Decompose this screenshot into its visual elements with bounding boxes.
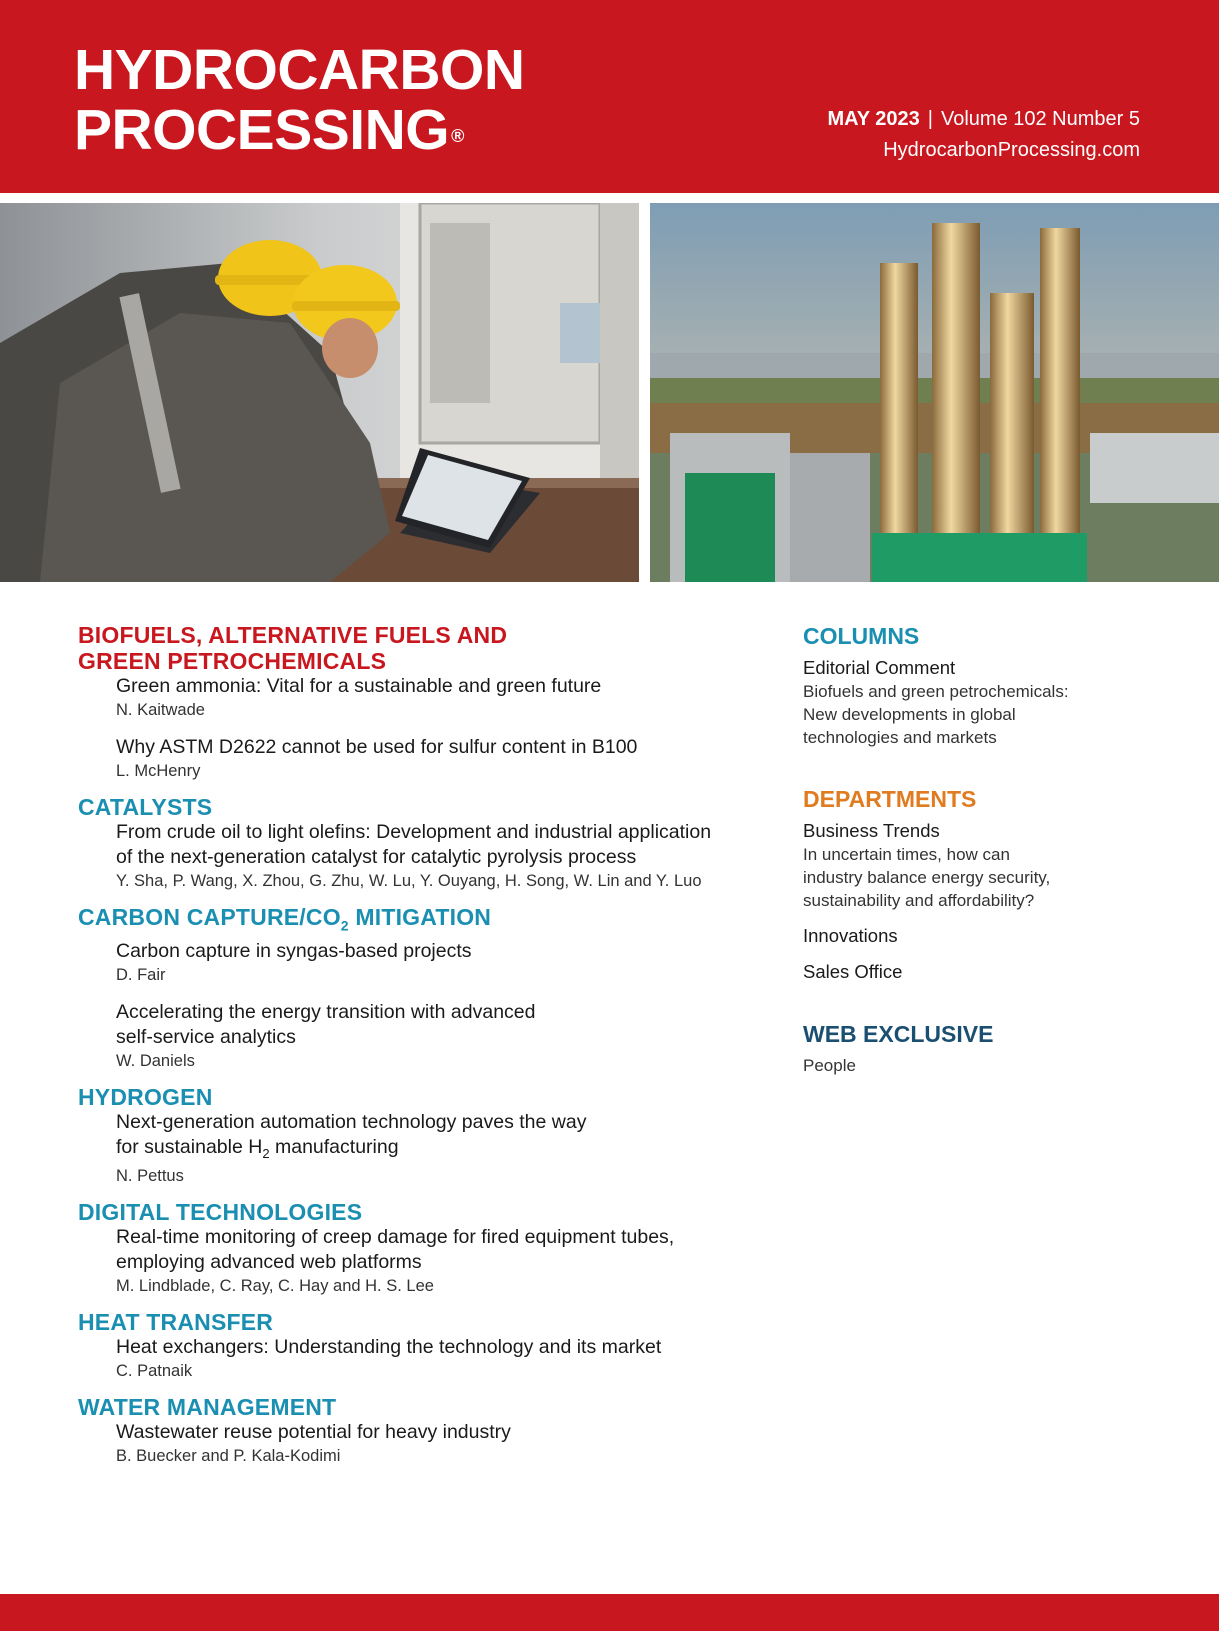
section-title: WATER MANAGEMENT [78,1394,337,1421]
website-link[interactable]: HydrocarbonProcessing.com [883,139,1140,161]
issue-date: MAY 2023 [827,108,920,130]
department-item-innovations[interactable] [803,924,1133,948]
article-author: C. Patnaik [116,1362,193,1381]
article-title-line: of the next-generation catalyst for catalytic pyrolysis process [116,846,637,868]
article-author: N. Pettus [116,1167,184,1186]
article-title-line: Next-generation automation technology paves the way [116,1110,587,1133]
department-item-title[interactable]: Sales Office [803,961,903,982]
registered-mark: ® [451,126,464,146]
article-title-line: From crude oil to light olefins: Development and industrial application [116,821,712,843]
desc-line: sustainability and affordability? [803,891,1035,910]
section-title-line: BIOFUELS, ALTERNATIVE FUELS AND [78,622,508,648]
article-title[interactable] [116,820,778,870]
article-entry[interactable] [116,674,778,721]
column-item-title[interactable]: Editorial Comment [803,657,956,678]
article-author: B. Buecker and P. Kala-Kodimi [116,1447,341,1466]
engineers-photo [0,203,639,582]
section-title: HYDROGEN [78,1083,213,1110]
desc-line: In uncertain times, how can [803,845,1010,864]
article-title[interactable]: Heat exchangers: Understanding the technology and its market [116,1336,662,1359]
logo-word: PROCESSING [74,98,450,162]
article-title-line: employing advanced web platforms [116,1251,422,1274]
section-digital-technologies [78,1199,778,1297]
columns-title: COLUMNS [803,623,920,649]
article-author: L. McHenry [116,762,201,780]
web-exclusive-item-label[interactable]: People [803,1056,856,1075]
section-heat-transfer [78,1309,778,1382]
issue-info [827,104,1140,166]
article-entry[interactable] [116,1420,778,1467]
article-title[interactable] [116,1000,778,1050]
department-item-title[interactable]: Business Trends [803,820,940,841]
section-title: HEAT TRANSFER [78,1309,274,1336]
subscript: 2 [340,917,349,934]
department-item-sales-office[interactable] [803,960,1133,984]
masthead [0,0,1219,193]
footer-bar [0,1594,1219,1631]
department-item-title[interactable]: Innovations [803,925,898,946]
article-title[interactable] [116,1225,778,1275]
column-item-desc [803,680,1133,749]
article-title-line: self-service analytics [116,1025,296,1048]
logo-line-2 [74,100,525,160]
sidebar [803,622,1133,1113]
issue-separator: | [927,108,933,130]
subscript: 2 [262,1145,270,1161]
section-water-management [78,1394,778,1467]
section-title-part: CARBON CAPTURE/CO [78,904,341,930]
title-part: for sustainable H [116,1135,263,1158]
desc-line: technologies and markets [803,728,997,747]
section-biofuels [78,622,778,782]
section-title: CATALYSTS [78,794,213,820]
section-title [78,622,778,674]
article-title[interactable] [116,1110,778,1166]
article-author: M. Lindblade, C. Ray, C. Hay and H. S. Lee [116,1277,434,1296]
columns-section [803,622,1133,749]
article-entry[interactable] [116,820,778,892]
desc-line: Biofuels and green petrochemicals: [803,682,1069,701]
web-exclusive-item[interactable] [803,1054,1133,1077]
article-entry[interactable] [116,1335,778,1382]
department-item-business-trends[interactable] [803,819,1133,912]
department-item-desc [803,843,1133,912]
article-author: W. Daniels [116,1051,195,1070]
web-exclusive-title: WEB EXCLUSIVE [803,1021,994,1047]
magazine-logo [74,40,525,160]
section-title-line: GREEN PETROCHEMICALS [78,648,387,674]
article-title[interactable]: Why ASTM D2622 cannot be used for sulfur content in B100 [116,736,638,758]
column-item-editorial[interactable] [803,656,1133,749]
web-exclusive-section [803,1020,1133,1077]
article-title-line [116,1135,778,1166]
article-entry[interactable] [116,1000,778,1072]
article-entry[interactable] [116,1110,778,1188]
article-entry[interactable] [116,735,778,782]
article-author: N. Kaitwade [116,701,205,719]
article-title[interactable]: Green ammonia: Vital for a sustainable and green future [116,675,602,697]
article-title-line: Accelerating the energy transition with advanced [116,1000,536,1023]
article-entry[interactable] [116,1225,778,1297]
article-title-line: Real-time monitoring of creep damage for fired equipment tubes, [116,1226,675,1249]
desc-line: industry balance energy security, [803,868,1051,887]
section-title [78,904,778,939]
section-title: DIGITAL TECHNOLOGIES [78,1199,363,1226]
section-hydrogen [78,1084,778,1188]
refinery-photo [650,203,1219,582]
section-carbon-capture [78,904,778,1072]
article-author: D. Fair [116,965,166,984]
departments-title: DEPARTMENTS [803,786,977,812]
article-title[interactable]: Wastewater reuse potential for heavy industry [116,1421,511,1444]
article-entry[interactable] [116,939,778,986]
issue-volume: Volume 102 Number 5 [940,108,1140,130]
issue-line [827,104,1140,135]
article-title[interactable]: Carbon capture in syngas-based projects [116,939,472,962]
section-title-part: MITIGATION [348,904,492,930]
title-part: manufacturing [269,1135,399,1158]
table-of-contents [78,622,778,1479]
article-author: Y. Sha, P. Wang, X. Zhou, G. Zhu, W. Lu, Y. Ouyang, H. Song, W. Lin and Y. Luo [116,872,702,890]
logo-line-1: HYDROCARBON [74,38,525,102]
desc-line: New developments in global [803,705,1016,724]
section-catalysts [78,794,778,892]
departments-section [803,785,1133,984]
